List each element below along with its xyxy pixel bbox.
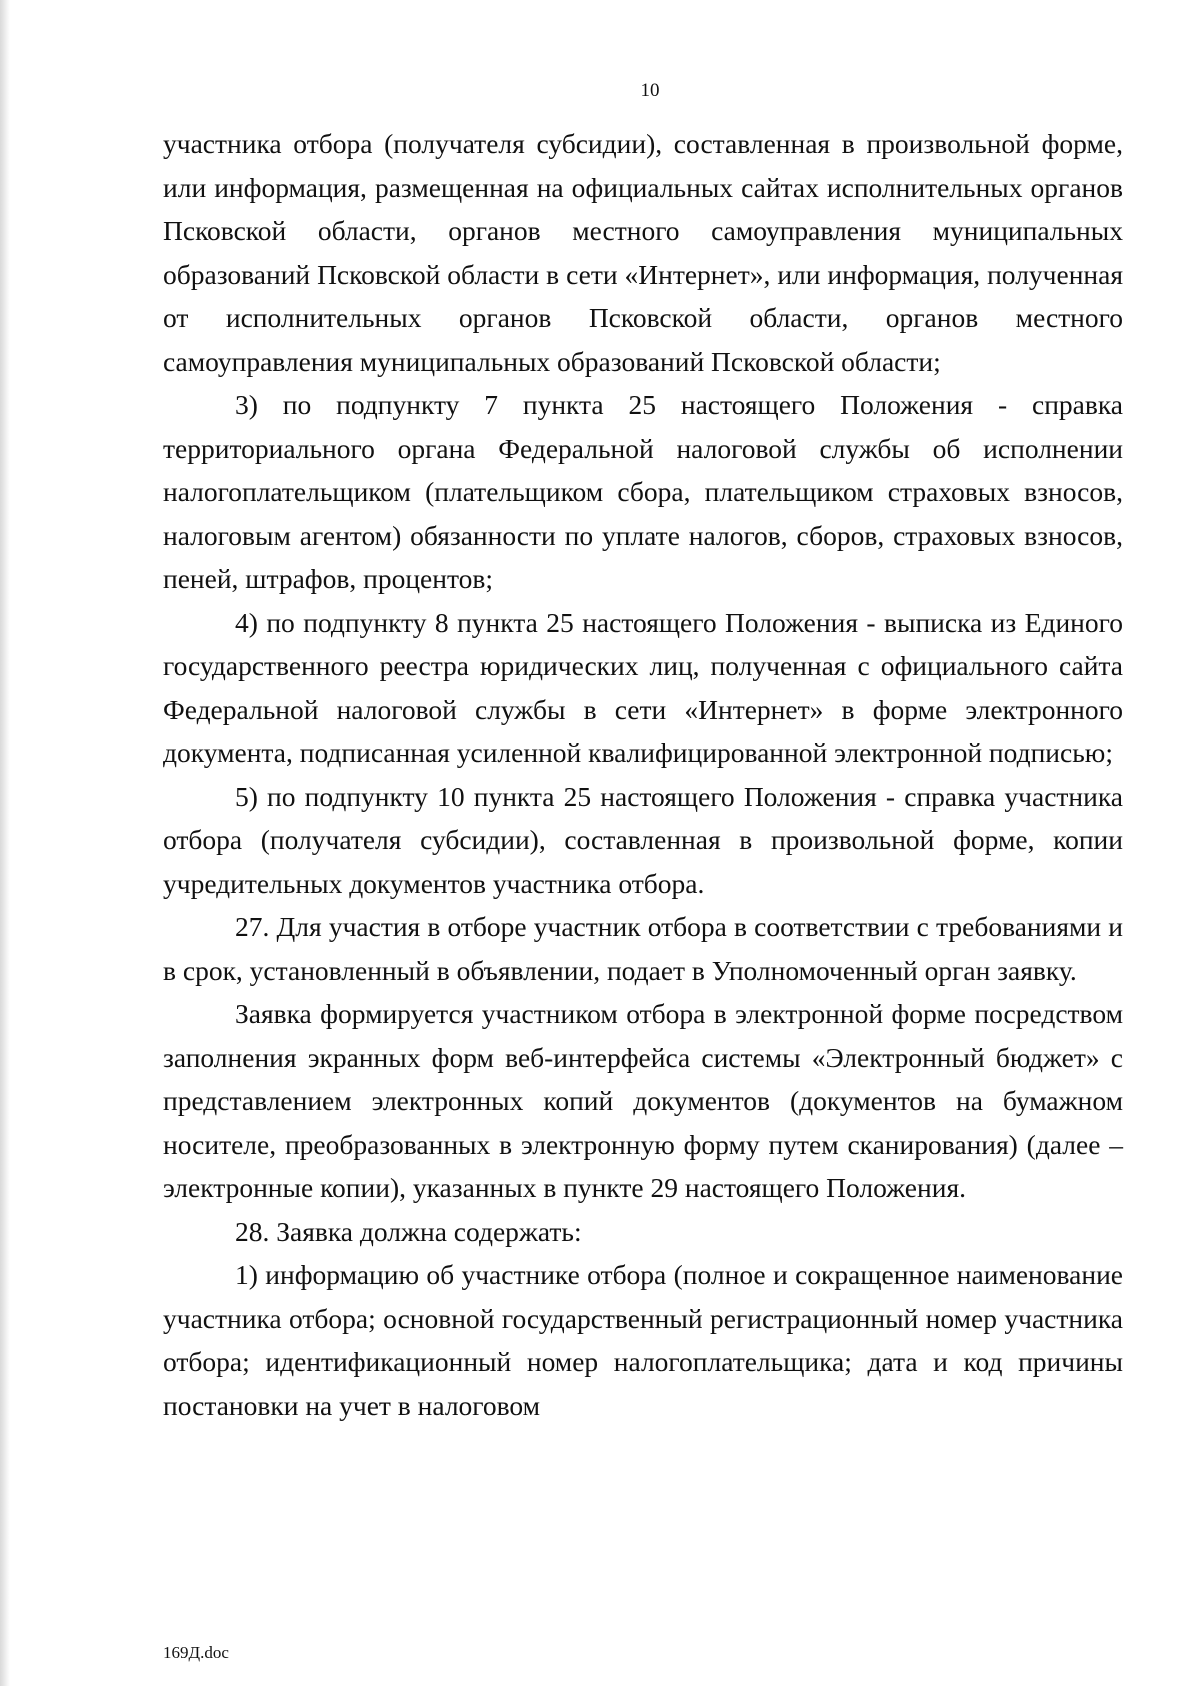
paragraph-item-4: 4) по подпункту 8 пункта 25 настоящего Положения - выписка из Единого государственного реестра юридических лиц, полученная с официального сайта Федеральной налоговой службы в сети «Интернет» в форме электронного документа, подписанная усиленной квалифицированной электронной подписью; xyxy=(163,606,1123,768)
paragraph-item-5: 5) по подпункту 10 пункта 25 настоящего Положения - справка участника отбора (получателя субсидии), составленная в произвольной форме, копии учредительных документов участника отбора. xyxy=(163,780,1123,899)
paragraph-28-item-1: 1) информацию об участнике отбора (полное и сокращенное наименование участника отбора; основной государственный регистрационный номер участника отбора; идентификационный номер налогоплательщика; дата и код причины постановки на учет в налоговом xyxy=(163,1259,1123,1421)
file-name-footer: 169Д.doc xyxy=(163,1643,229,1662)
paragraph-28: 28. Заявка должна содержать: xyxy=(235,1215,582,1247)
paragraph-application-form: Заявка формируется участником отбора в электронной форме посредством заполнения экранных форм веб-интерфейса системы «Электронный бюджет» с представлением электронных копий документов (документов на бумажном носителе, преобразованных в электронную форму путем сканирования) (далее – электронные копии), указанных в пункте 29 настоящего Положения. xyxy=(163,998,1123,1203)
paragraph-item-3: 3) по подпункту 7 пункта 25 настоящего Положения - справка территориального органа Федеральной налоговой службы об исполнении налогоплательщиком (плательщиком сбора, плательщиком страховых взносов, налоговым агентом) обязанности по уплате налогов, сборов, страховых взносов, пеней, штрафов, процентов; xyxy=(163,389,1123,594)
paragraph-27: 27. Для участия в отборе участник отбора в соответствии с требованиями и в срок, установленный в объявлении, подает в Уполномоченный орган заявку. xyxy=(163,911,1123,986)
page-number: 10 xyxy=(640,80,660,101)
paragraph-continuation: участника отбора (получателя субсидии), составленная в произвольной форме, или информация, размещенная на официальных сайтах исполнительных органов Псковской области, органов местного самоуправления муниципальных образований Псковской области в сети «Интернет», или информация, полученная от исполнительных органов Псковской области, органов местного самоуправления муниципальных образований Псковской области; xyxy=(163,128,1123,377)
document-body xyxy=(163,122,1123,1427)
scan-edge xyxy=(0,0,10,1686)
